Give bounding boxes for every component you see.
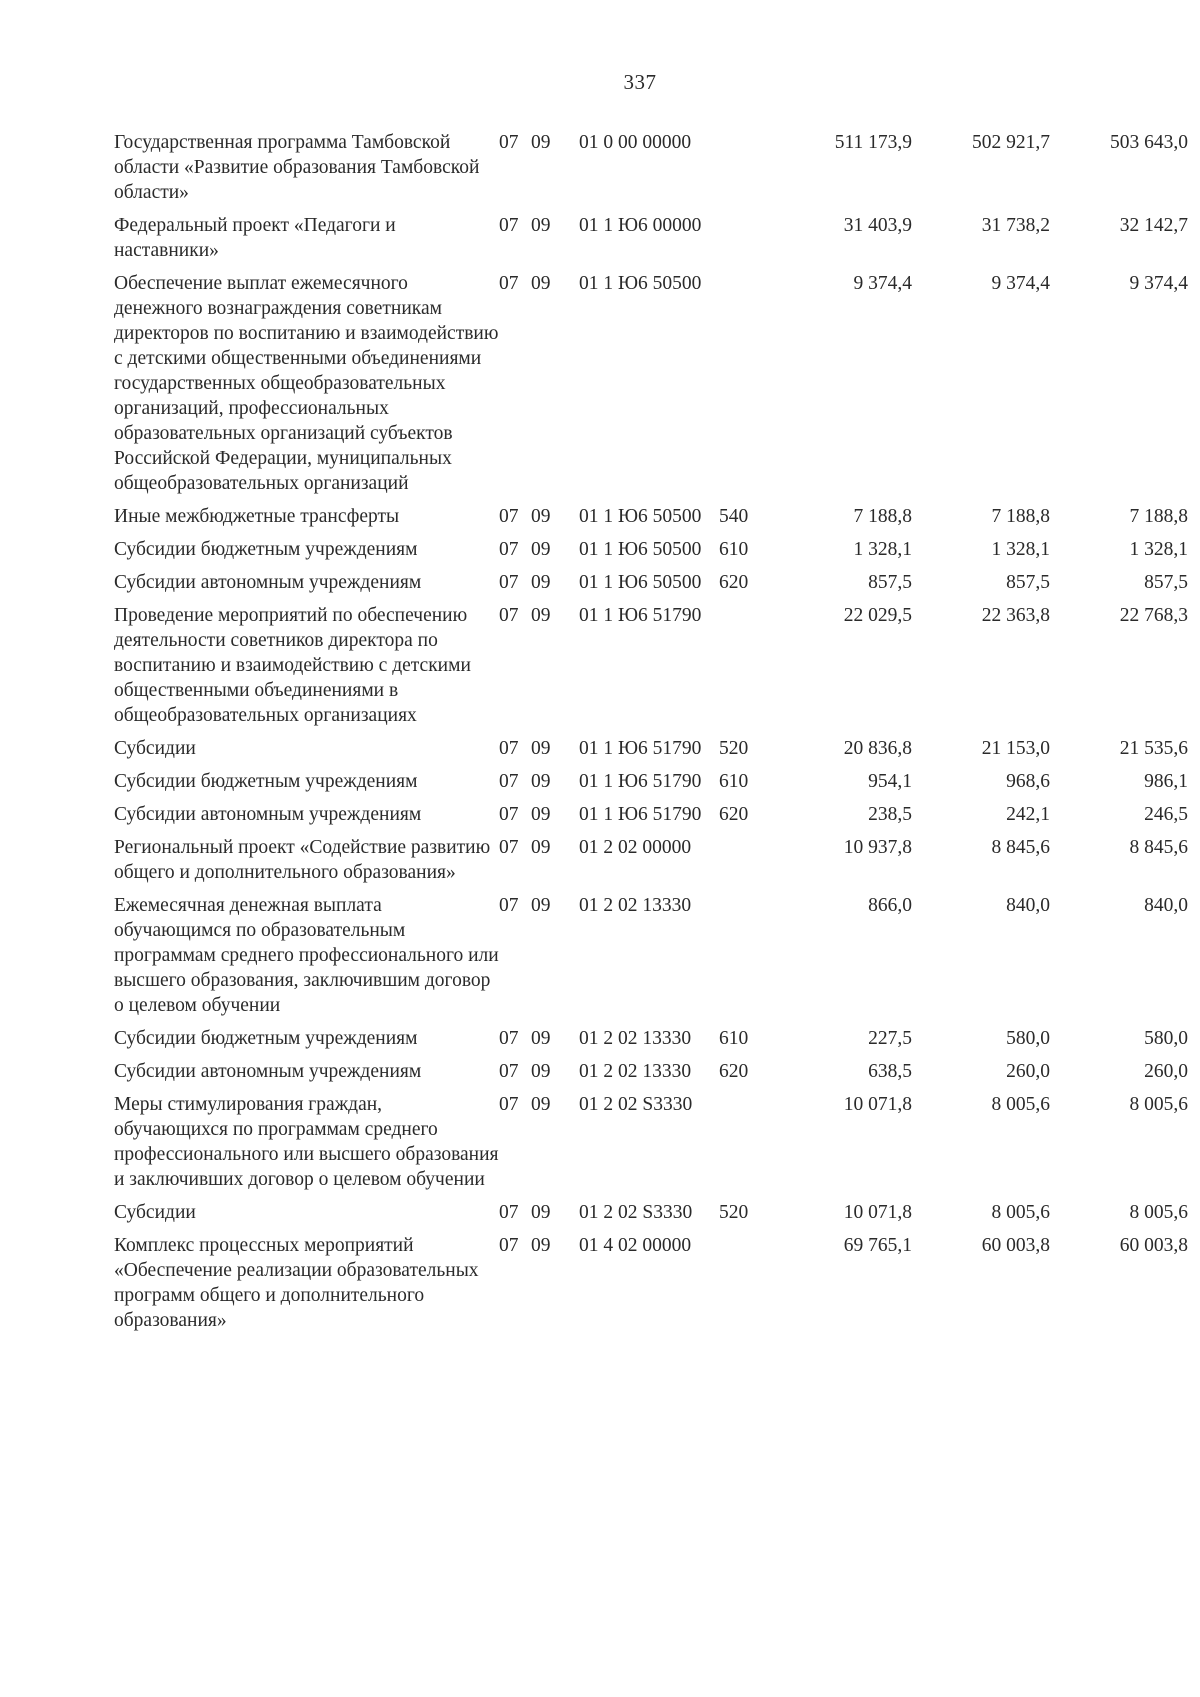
expense-type-code: 620	[719, 572, 749, 593]
amount-year-3: 8 005,6	[1129, 1202, 1188, 1223]
expense-type-code: 520	[719, 738, 749, 759]
amount-year-3: 260,0	[1144, 1061, 1188, 1082]
section-code: 07	[499, 1061, 519, 1082]
table-row	[114, 1092, 1188, 1200]
amount-year-2: 8 005,6	[991, 1202, 1050, 1223]
amount-year-3: 8 005,6	[1129, 1094, 1188, 1115]
amount-year-2: 8 845,6	[991, 837, 1050, 858]
table-row	[114, 1059, 1188, 1092]
amount-year-1: 10 071,8	[843, 1094, 912, 1115]
amount-year-1: 866,0	[868, 895, 912, 916]
section-code: 07	[499, 539, 519, 560]
section-code: 07	[499, 895, 519, 916]
target-article-code: 01 1 Ю6 50500	[579, 506, 702, 527]
section-code: 07	[499, 572, 519, 593]
amount-year-1: 31 403,9	[843, 215, 912, 236]
expense-type-code: 620	[719, 1061, 749, 1082]
row-name: Федеральный проект «Педагоги и наставники»	[114, 215, 396, 261]
amount-year-2: 242,1	[1006, 804, 1050, 825]
expense-type-code: 610	[719, 1028, 749, 1049]
target-article-code: 01 1 Ю6 51790	[579, 605, 702, 626]
target-article-code: 01 4 02 00000	[579, 1235, 692, 1256]
target-article-code: 01 2 02 13330	[579, 1061, 692, 1082]
amount-year-1: 638,5	[868, 1061, 912, 1082]
subsection-code: 09	[531, 1202, 551, 1223]
amount-year-3: 32 142,7	[1119, 215, 1188, 236]
amount-year-3: 9 374,4	[1129, 273, 1188, 294]
amount-year-3: 21 535,6	[1119, 738, 1188, 759]
amount-year-2: 968,6	[1006, 771, 1050, 792]
table-row	[114, 1026, 1188, 1059]
amount-year-1: 511 173,9	[834, 132, 912, 153]
amount-year-1: 22 029,5	[843, 605, 912, 626]
subsection-code: 09	[531, 539, 551, 560]
target-article-code: 01 2 02 13330	[579, 1028, 692, 1049]
amount-year-2: 840,0	[1006, 895, 1050, 916]
amount-year-1: 857,5	[868, 572, 912, 593]
amount-year-2: 502 921,7	[972, 132, 1050, 153]
row-name: Обеспечение выплат ежемесячного денежного вознаграждения советникам директоров по воспитанию и взаимодействию с детскими общественными объединениями государственных общеобразовательных организаций, профессиональных образовательных организаций субъектов Российской Федерации, муниципальных общеобразовательных организаций	[114, 273, 499, 494]
subsection-code: 09	[531, 1235, 551, 1256]
page-number: 337	[623, 70, 657, 94]
target-article-code: 01 2 02 00000	[579, 837, 692, 858]
amount-year-1: 227,5	[868, 1028, 912, 1049]
table-row	[114, 1233, 1188, 1341]
subsection-code: 09	[531, 738, 551, 759]
table-row	[114, 893, 1188, 1026]
amount-year-2: 21 153,0	[981, 738, 1050, 759]
row-name: Субсидии автономным учреждениям	[114, 572, 422, 593]
amount-year-1: 10 937,8	[843, 837, 912, 858]
expense-type-code	[719, 271, 774, 504]
table-row	[114, 835, 1188, 893]
amount-year-1: 7 188,8	[853, 506, 912, 527]
subsection-code: 09	[531, 572, 551, 593]
subsection-code: 09	[531, 771, 551, 792]
row-name: Субсидии автономным учреждениям	[114, 804, 422, 825]
target-article-code: 01 0 00 00000	[579, 132, 692, 153]
target-article-code: 01 1 Ю6 50500	[579, 539, 702, 560]
table-row	[114, 271, 1188, 504]
amount-year-2: 260,0	[1006, 1061, 1050, 1082]
section-code: 07	[499, 1202, 519, 1223]
amount-year-3: 840,0	[1144, 895, 1188, 916]
amount-year-3: 60 003,8	[1119, 1235, 1188, 1256]
row-name: Субсидии	[114, 738, 196, 759]
amount-year-3: 22 768,3	[1119, 605, 1188, 626]
amount-year-3: 857,5	[1144, 572, 1188, 593]
amount-year-3: 1 328,1	[1129, 539, 1188, 560]
section-code: 07	[499, 804, 519, 825]
expense-type-code	[719, 835, 774, 893]
target-article-code: 01 1 Ю6 51790	[579, 771, 702, 792]
target-article-code: 01 1 Ю6 51790	[579, 804, 702, 825]
amount-year-2: 580,0	[1006, 1028, 1050, 1049]
section-code: 07	[499, 215, 519, 236]
row-name: Меры стимулирования граждан, обучающихся по программам среднего профессионального или высшего образования и заключивших договор о целевом обучении	[114, 1094, 499, 1190]
table-row	[114, 570, 1188, 603]
expense-type-code	[719, 603, 774, 736]
expense-type-code	[719, 130, 774, 213]
subsection-code: 09	[531, 837, 551, 858]
table-row	[114, 802, 1188, 835]
table-row	[114, 213, 1188, 271]
row-name: Проведение мероприятий по обеспечению деятельности советников директора по воспитанию и взаимодействию с детскими общественными объединениями в общеобразовательных организациях	[114, 605, 471, 726]
budget-table	[114, 130, 1188, 1341]
subsection-code: 09	[531, 804, 551, 825]
amount-year-3: 580,0	[1144, 1028, 1188, 1049]
expense-type-code	[719, 1092, 774, 1200]
row-name: Субсидии автономным учреждениям	[114, 1061, 422, 1082]
section-code: 07	[499, 771, 519, 792]
subsection-code: 09	[531, 1094, 551, 1115]
expense-type-code: 620	[719, 804, 749, 825]
amount-year-2: 857,5	[1006, 572, 1050, 593]
row-name: Комплекс процессных мероприятий «Обеспечение реализации образовательных программ общего и дополнительного образования»	[114, 1235, 479, 1331]
amount-year-2: 31 738,2	[981, 215, 1050, 236]
amount-year-2: 22 363,8	[981, 605, 1050, 626]
amount-year-3: 986,1	[1144, 771, 1188, 792]
table-row	[114, 736, 1188, 769]
amount-year-1: 9 374,4	[853, 273, 912, 294]
table-row	[114, 504, 1188, 537]
section-code: 07	[499, 1235, 519, 1256]
row-name: Субсидии бюджетным учреждениям	[114, 539, 418, 560]
expense-type-code	[719, 893, 774, 1026]
expense-type-code: 520	[719, 1202, 749, 1223]
row-name: Субсидии	[114, 1202, 196, 1223]
table-row	[114, 603, 1188, 736]
table-row	[114, 537, 1188, 570]
table-row	[114, 769, 1188, 802]
target-article-code: 01 2 02 13330	[579, 895, 692, 916]
amount-year-1: 1 328,1	[853, 539, 912, 560]
amount-year-3: 8 845,6	[1129, 837, 1188, 858]
section-code: 07	[499, 273, 519, 294]
section-code: 07	[499, 506, 519, 527]
target-article-code: 01 1 Ю6 51790	[579, 738, 702, 759]
amount-year-1: 69 765,1	[843, 1235, 912, 1256]
amount-year-2: 8 005,6	[991, 1094, 1050, 1115]
amount-year-3: 246,5	[1144, 804, 1188, 825]
target-article-code: 01 2 02 S3330	[579, 1202, 693, 1223]
amount-year-1: 954,1	[868, 771, 912, 792]
row-name: Государственная программа Тамбовской области «Развитие образования Тамбовской области»	[114, 132, 480, 203]
target-article-code: 01 2 02 S3330	[579, 1094, 693, 1115]
table-row	[114, 1200, 1188, 1233]
section-code: 07	[499, 738, 519, 759]
row-name: Субсидии бюджетным учреждениям	[114, 1028, 418, 1049]
row-name: Иные межбюджетные трансферты	[114, 506, 400, 527]
target-article-code: 01 1 Ю6 50500	[579, 572, 702, 593]
amount-year-2: 9 374,4	[991, 273, 1050, 294]
expense-type-code: 610	[719, 539, 749, 560]
amount-year-2: 1 328,1	[991, 539, 1050, 560]
subsection-code: 09	[531, 215, 551, 236]
section-code: 07	[499, 605, 519, 626]
amount-year-1: 238,5	[868, 804, 912, 825]
subsection-code: 09	[531, 273, 551, 294]
expense-type-code: 540	[719, 506, 749, 527]
row-name: Субсидии бюджетным учреждениям	[114, 771, 418, 792]
amount-year-3: 503 643,0	[1110, 132, 1188, 153]
section-code: 07	[499, 1028, 519, 1049]
amount-year-1: 10 071,8	[843, 1202, 912, 1223]
amount-year-3: 7 188,8	[1129, 506, 1188, 527]
subsection-code: 09	[531, 1028, 551, 1049]
amount-year-2: 7 188,8	[991, 506, 1050, 527]
amount-year-2: 60 003,8	[981, 1235, 1050, 1256]
expense-type-code: 610	[719, 771, 749, 792]
expense-type-code	[719, 1233, 774, 1341]
subsection-code: 09	[531, 605, 551, 626]
row-name: Региональный проект «Содействие развитию общего и дополнительного образования»	[114, 837, 491, 883]
amount-year-1: 20 836,8	[843, 738, 912, 759]
expense-type-code	[719, 213, 774, 271]
subsection-code: 09	[531, 132, 551, 153]
table-body	[114, 130, 1188, 1341]
section-code: 07	[499, 837, 519, 858]
section-code: 07	[499, 1094, 519, 1115]
section-code: 07	[499, 132, 519, 153]
target-article-code: 01 1 Ю6 50500	[579, 273, 702, 294]
target-article-code: 01 1 Ю6 00000	[579, 215, 702, 236]
subsection-code: 09	[531, 506, 551, 527]
row-name: Ежемесячная денежная выплата обучающимся по образовательным программам среднего профессионального или высшего образования, заключившим договор о целевом обучении	[114, 895, 499, 1016]
subsection-code: 09	[531, 895, 551, 916]
subsection-code: 09	[531, 1061, 551, 1082]
table-row	[114, 130, 1188, 213]
